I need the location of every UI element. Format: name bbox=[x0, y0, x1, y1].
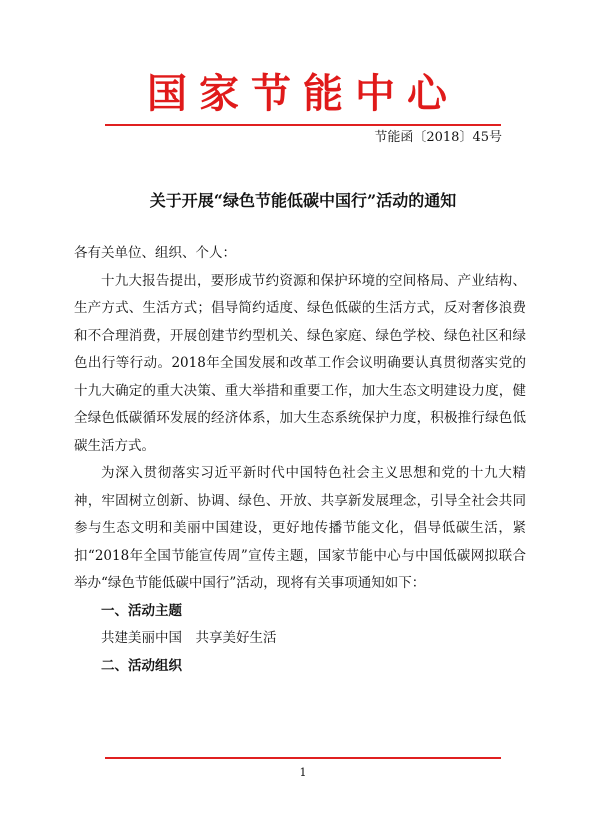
activity-theme: 共建美丽中国 共享美好生活 bbox=[101, 630, 277, 646]
section-heading-theme: 一、活动主题 bbox=[101, 602, 182, 619]
organization-title: 国家节能中心 bbox=[147, 70, 459, 117]
paragraph-1: 十九大报告提出，要形成节约资源和保护环境的空间格局、产业结构、生产方式、生活方式；倡导简约适度、绿色低碳的生活方式，反对奢侈浪费和不合理消费，开展创建节约型机关、绿色家庭、绿色学校、绿色社区和绿色出行等行动。2018年全国发展和改革工作会议明确要认真贯彻落实党的十九大确定的重大决策、重大举措和重要工作，加大生态文明建设力度，健全绿色低碳循环发展的经济体系，加大生态系统保护力度，积极推行绿色低碳生活方式。 bbox=[74, 272, 526, 454]
notice-title: 关于开展“绿色节能低碳中国行”活动的通知 bbox=[149, 191, 457, 210]
page-number: 1 bbox=[299, 766, 307, 779]
section-heading-organization: 二、活动组织 bbox=[101, 657, 182, 674]
paragraph-2: 为深入贯彻落实习近平新时代中国特色社会主义思想和党的十九大精神，牢固树立创新、协调、绿色、开放、共享新发展理念，引导全社会共同参与生态文明和美丽中国建设，更好地传播节能文化，倡导低碳生活，紧扣“2018年全国节能宣传周”宣传主题，国家节能中心与中国低碳网拟联合举办“绿色节能低碳中国行”活动，现将有关事项通知如下： bbox=[74, 465, 526, 591]
footer-red-rule bbox=[105, 757, 501, 759]
notice-body bbox=[74, 240, 526, 680]
addressee: 各有关单位、组织、个人： bbox=[74, 245, 236, 261]
document-number: 节能函〔2018〕45号 bbox=[374, 130, 502, 145]
header-red-rule bbox=[105, 124, 501, 126]
